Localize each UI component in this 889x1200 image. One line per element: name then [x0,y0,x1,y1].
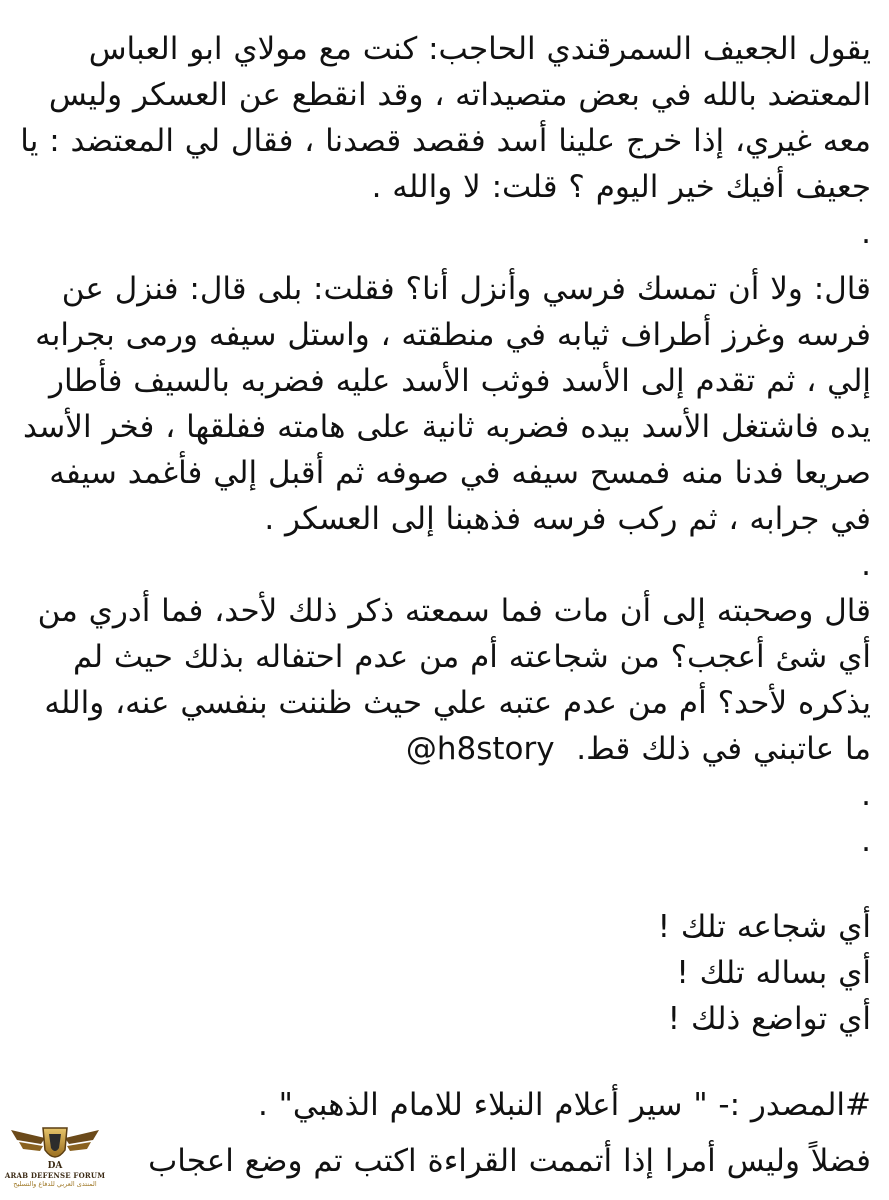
watermark-name-en: ARAB DEFENSE FORUM [4,1171,106,1180]
wings-logo-icon [5,1118,105,1170]
exclamation-line-2: أي بساله تلك ! [676,955,871,991]
source-line: #المصدر :- " سير أعلام النبلاء للامام الذهبي" . [257,1087,871,1123]
exclamation-line-1: أي شجاعه تلك ! [657,909,871,945]
paragraph-3 [14,588,871,772]
watermark-name-ar: المنتدى العربي للدفاع والتسليح [13,1180,97,1188]
forum-watermark-logo [2,1118,108,1198]
separator-dot-1: . [861,215,871,251]
logo-initials: DA [47,1161,63,1170]
twitter-mention: @h8story [405,731,555,767]
separator-dot-2: . [861,547,871,583]
paragraph-3-text: قال وصحبته إلى أن مات فما سمعته ذكر ذلك لأحد، فما أدري من أي شئ أعجب؟ من شجاعته أم من عدم احتفاله بذلك حيث لم يذكره لأحد؟ أم من عدم عتبه علي حيث ظننت بنفسي عنه، والله ما عاتبني في ذلك قط. [26,593,871,767]
paragraph-1: يقول الجعيف السمرقندي الحاجب: كنت مع مولاي ابو العباس المعتضد بالله في بعض متصيداته ، وقد انقطع عن العسكر وليس معه غيري، إذا خرج علينا أسد فقصد قصدنا ، فقال لي المعتضد : يا جعيف أفيك خير اليوم ؟ قلت: لا والله . [9,31,871,205]
paragraph-2: قال: ولا أن تمسك فرسي وأنزل أنا؟ فقلت: بلى قال: فنزل عن فرسه وغرز أطراف ثيابه في منطقته ، واستل سيفه ورمى بجرابه إلي ، ثم تقدم إلى الأسد فوثب الأسد عليه فضربه بالسيف فأطار يده فاشتغل الأسد بيده فضربه ثانية على هامته ففلقها ، فخر الأسد صريعا فدنا منه فمسح سيفه في صوفه ثم أقبل إلي فأغمد سيفه في جرابه ، ثم ركب فرسه فذهبنا إلى العسكر . [12,271,871,537]
separator-dot-3: . [861,777,871,813]
separator-dot-4: . [861,823,871,859]
footer-request: فضلاً وليس أمرا إذا أتممت القراءة اكتب تم وضع اعجاب [148,1143,871,1179]
exclamation-line-3: أي تواضع ذلك ! [667,1001,871,1037]
